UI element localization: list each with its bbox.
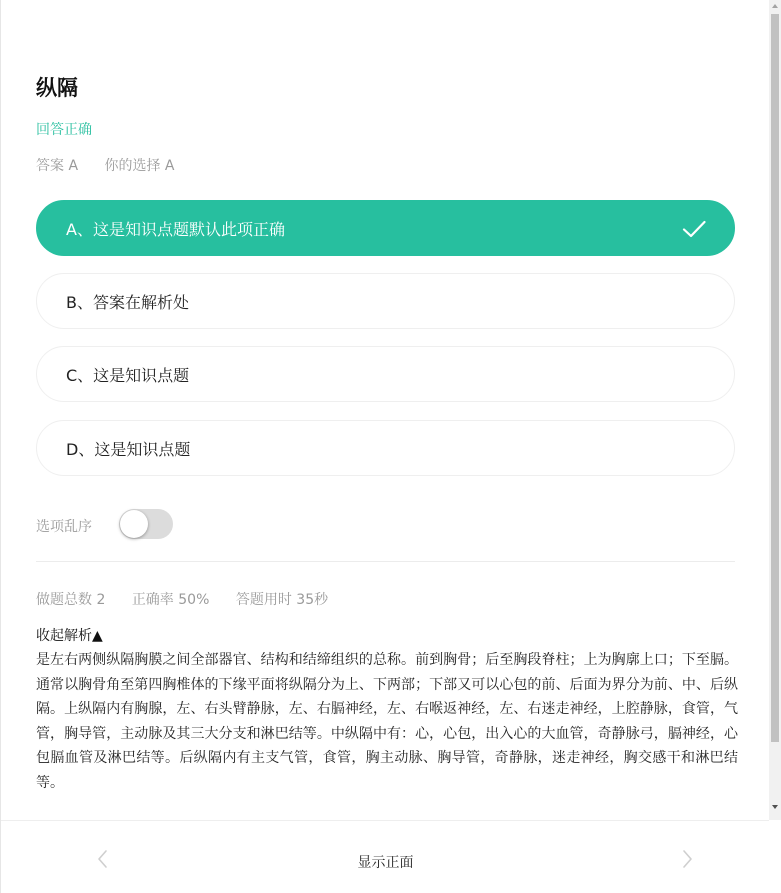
option-a[interactable]: [36, 200, 735, 256]
scroll-down-arrow-icon[interactable]: [772, 805, 778, 809]
option-d[interactable]: [36, 420, 735, 476]
divider: [36, 561, 735, 562]
option-b[interactable]: [36, 273, 735, 329]
stats-line: [36, 589, 350, 609]
chevron-right-icon[interactable]: [679, 849, 695, 869]
collapse-analysis-button[interactable]: 收起解析▲: [36, 628, 103, 644]
option-c-label: C、这是知识点题: [66, 365, 190, 385]
right-strip: [769, 820, 781, 893]
show-front-button[interactable]: 显示正面: [357, 855, 414, 871]
stat-accuracy: 正确率 50%: [131, 592, 210, 608]
shuffle-toggle[interactable]: [119, 509, 173, 539]
your-choice: 你的选择 A: [104, 158, 175, 174]
scrollbar-thumb[interactable]: [771, 14, 779, 742]
analysis-text: 是左右两侧纵隔胸膜之间全部器官、结构和结缔组织的总称。前到胸骨；后至胸段脊柱；上为胸廓上口；下至膈。通常以胸骨角至第四胸椎体的下缘平面将纵隔分为上、下两部；下部又可以心包的前、后面为界分为前、中、后纵隔。上纵隔内有胸腺，左、右头臂静脉，左、右膈神经，左、右喉返神经，左、右迷走神经，上腔静脉，食管，气管，胸导管，主动脉及其三大分支和淋巴结等。中纵隔中有：心，心包，出入心的大血管，奇静脉弓，膈神经，心包膈血管及淋巴结等。后纵隔内有主支气管，食管，胸主动脉、胸导管，奇静脉，迷走神经，胸交感干和淋巴结等。: [36, 652, 738, 791]
answer-line: [36, 155, 197, 175]
result-status: 回答正确: [36, 122, 92, 138]
option-a-label: A、这是知识点题默认此项正确: [66, 219, 285, 239]
scroll-area[interactable]: [1, 0, 770, 820]
footer-bar: [1, 820, 770, 893]
option-c[interactable]: [36, 346, 735, 402]
scroll-up-arrow-icon[interactable]: [772, 4, 778, 8]
scrollbar[interactable]: [769, 0, 781, 820]
shuffle-label: 选项乱序: [36, 519, 92, 535]
question-title: 纵隔: [36, 76, 78, 100]
correct-answer: 答案 A: [36, 158, 79, 174]
stat-total: 做题总数 2: [36, 592, 106, 608]
option-d-label: D、这是知识点题: [66, 439, 191, 459]
stat-time: 答题用时 35秒: [235, 592, 329, 608]
check-icon: [682, 217, 706, 241]
option-b-label: B、答案在解析处: [66, 292, 189, 312]
toggle-knob: [120, 510, 148, 538]
